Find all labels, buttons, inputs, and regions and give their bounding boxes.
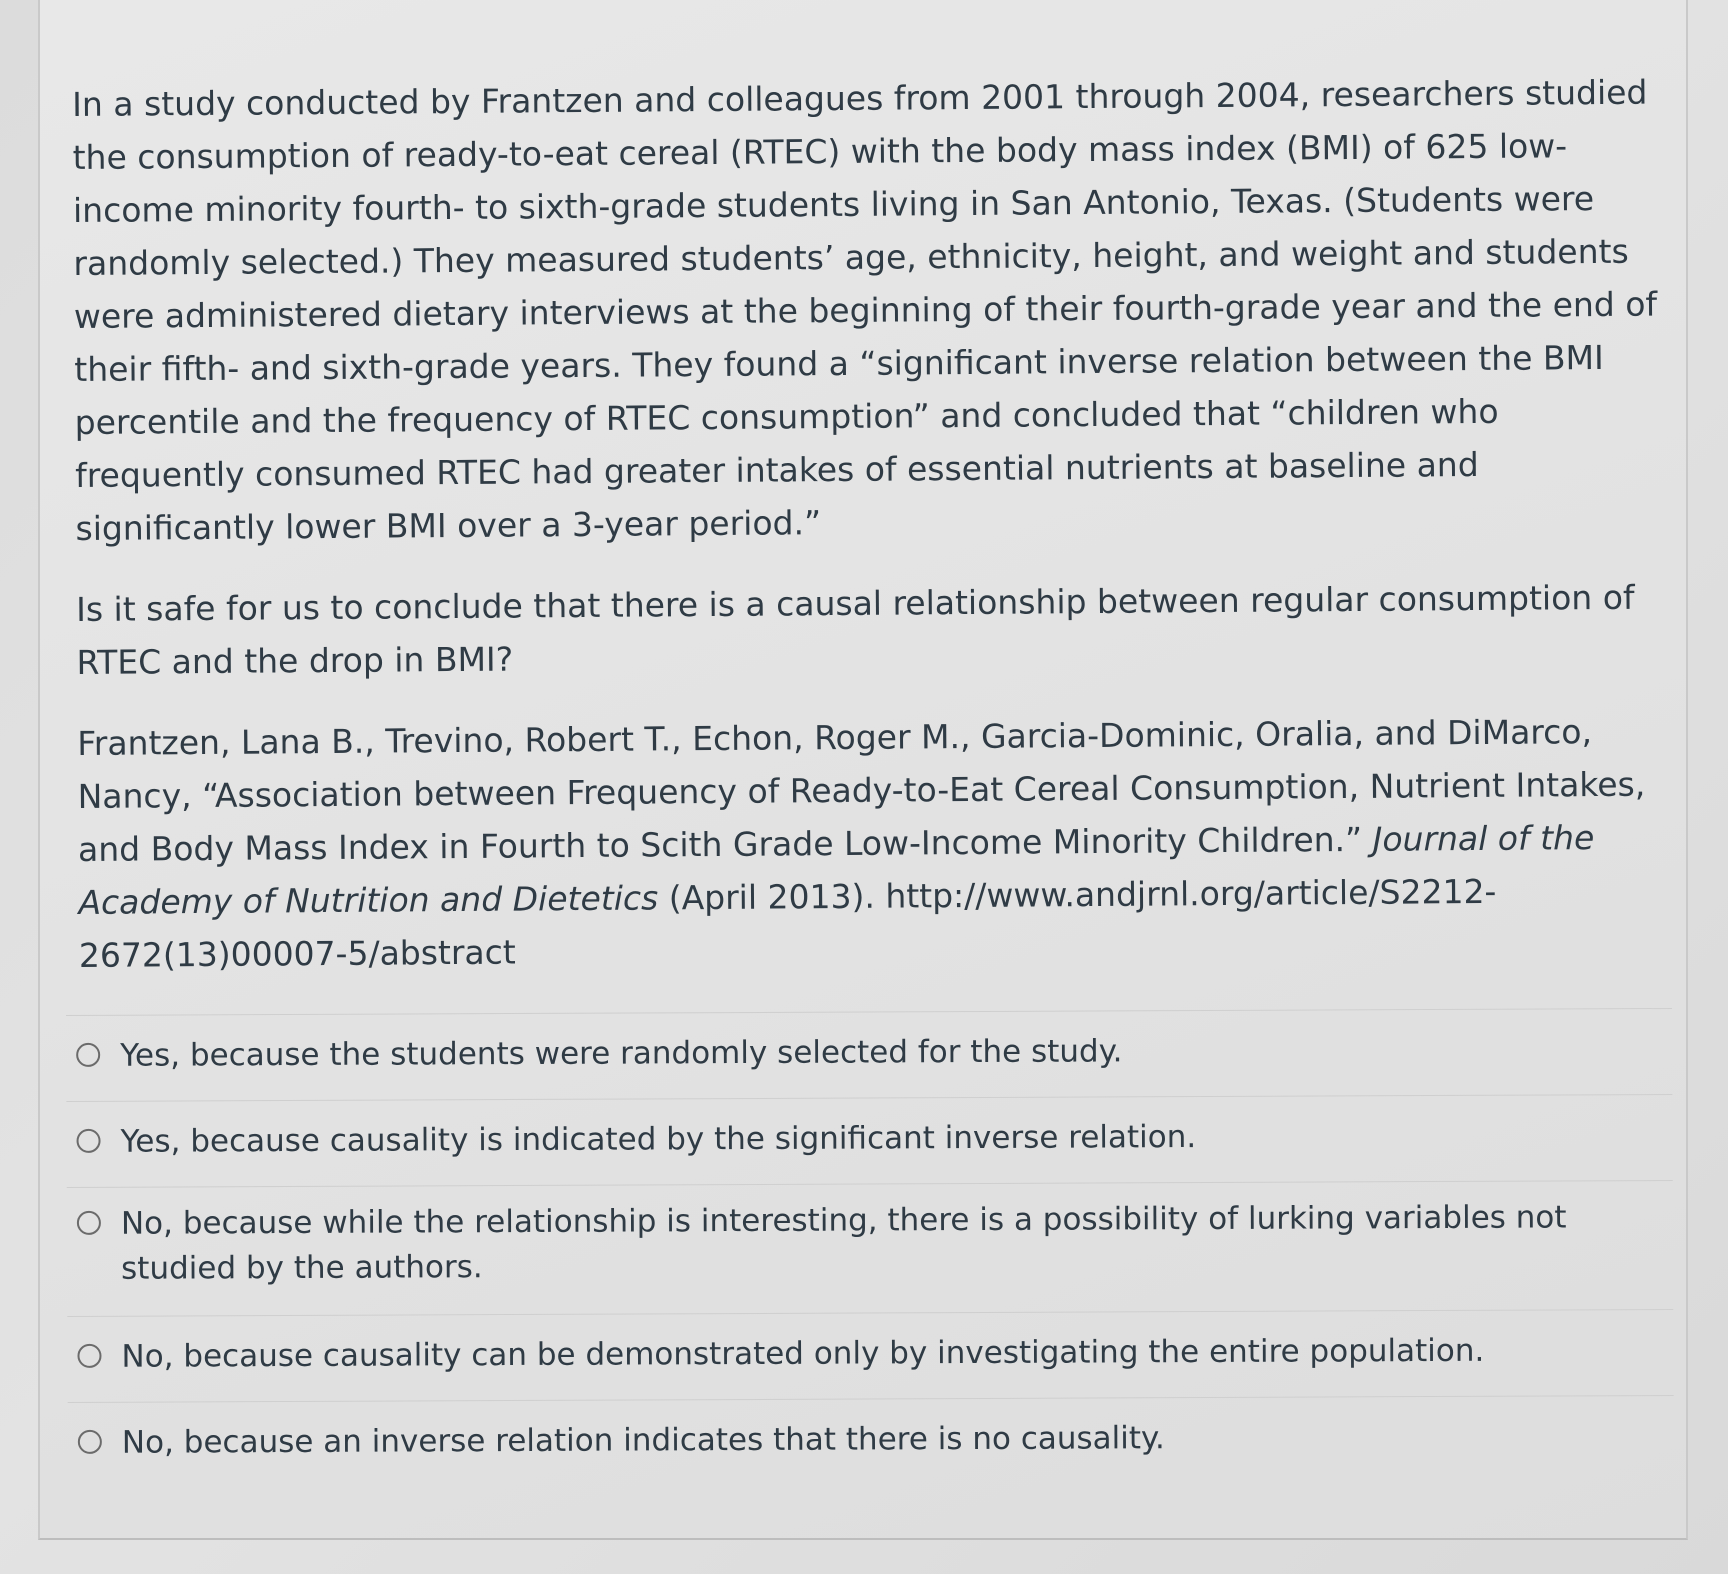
radio-button-icon[interactable] <box>76 1129 100 1153</box>
answer-label: Yes, because causality is indicated by the significant inverse relation. <box>120 1119 1197 1160</box>
study-description: In a study conducted by Frantzen and colleagues from 2001 through 2004, researchers studied the consumption of ready-to-eat cereal (RTEC) with the body mass index (BMI) of 625 low-income minority fourth- to sixth-grade students living in San Antonio, Texas. (Students were randomly selected.) They measured students’ age, ethnicity, height, and weight and students were administered dietary interviews at the beginning of their fourth-grade year and the end of their fifth- and sixth-grade years. They found a “significant inverse relation between the BMI percentile and the frequency of RTEC consumption” and concluded that “children who frequently consumed RTEC had greater intakes of essential nutrients at baseline and significantly lower BMI over a 3-year period.” <box>72 72 1658 548</box>
question-text <box>72 66 1669 1010</box>
citation-authors-title: Frantzen, Lana B., Trevino, Robert T., Echon, Roger M., Garcia-Dominic, Oralia, and DiMarco, Nancy, “Association between Frequency of Ready-to-Eat Cereal Consumption, Nutrient Intakes, and Body Mass Index in Fourth to Scith Grade Low-Income Minority Children.” <box>77 712 1646 869</box>
radio-button-icon[interactable] <box>77 1211 101 1235</box>
answer-option-2[interactable] <box>62 1095 1682 1187</box>
answer-label: No, because an inverse relation indicates that there is no causality. <box>121 1420 1165 1461</box>
answer-option-4[interactable] <box>63 1310 1683 1402</box>
answer-option-1[interactable] <box>62 1009 1682 1101</box>
answer-label: No, because while the relationship is interesting, there is a possibility of lurking variables not studied by the authors. <box>120 1199 1567 1287</box>
answer-label: Yes, because the students were randomly selected for the study. <box>120 1033 1123 1074</box>
radio-button-icon[interactable] <box>76 1043 100 1067</box>
answer-options <box>62 1008 1684 1488</box>
question-prompt: Is it safe for us to conclude that there is a causal relationship between regular consumption of RTEC and the drop in BMI? <box>76 577 1635 682</box>
radio-button-icon[interactable] <box>77 1344 101 1368</box>
citation-date-url: (April 2013). http://www.andjrnl.org/article/S2212-2672(13)00007-5/abstract <box>78 871 1497 975</box>
radio-button-icon[interactable] <box>78 1430 102 1454</box>
answer-option-5[interactable] <box>64 1396 1684 1488</box>
answer-option-3[interactable] <box>63 1181 1684 1316</box>
citation-journal: Journal of the Academy of Nutrition and Dietetics <box>78 818 1595 922</box>
answer-label: No, because causality can be demonstrated only by investigating the entire population. <box>121 1332 1485 1375</box>
citation <box>77 704 1669 981</box>
question-panel <box>38 0 1688 1540</box>
